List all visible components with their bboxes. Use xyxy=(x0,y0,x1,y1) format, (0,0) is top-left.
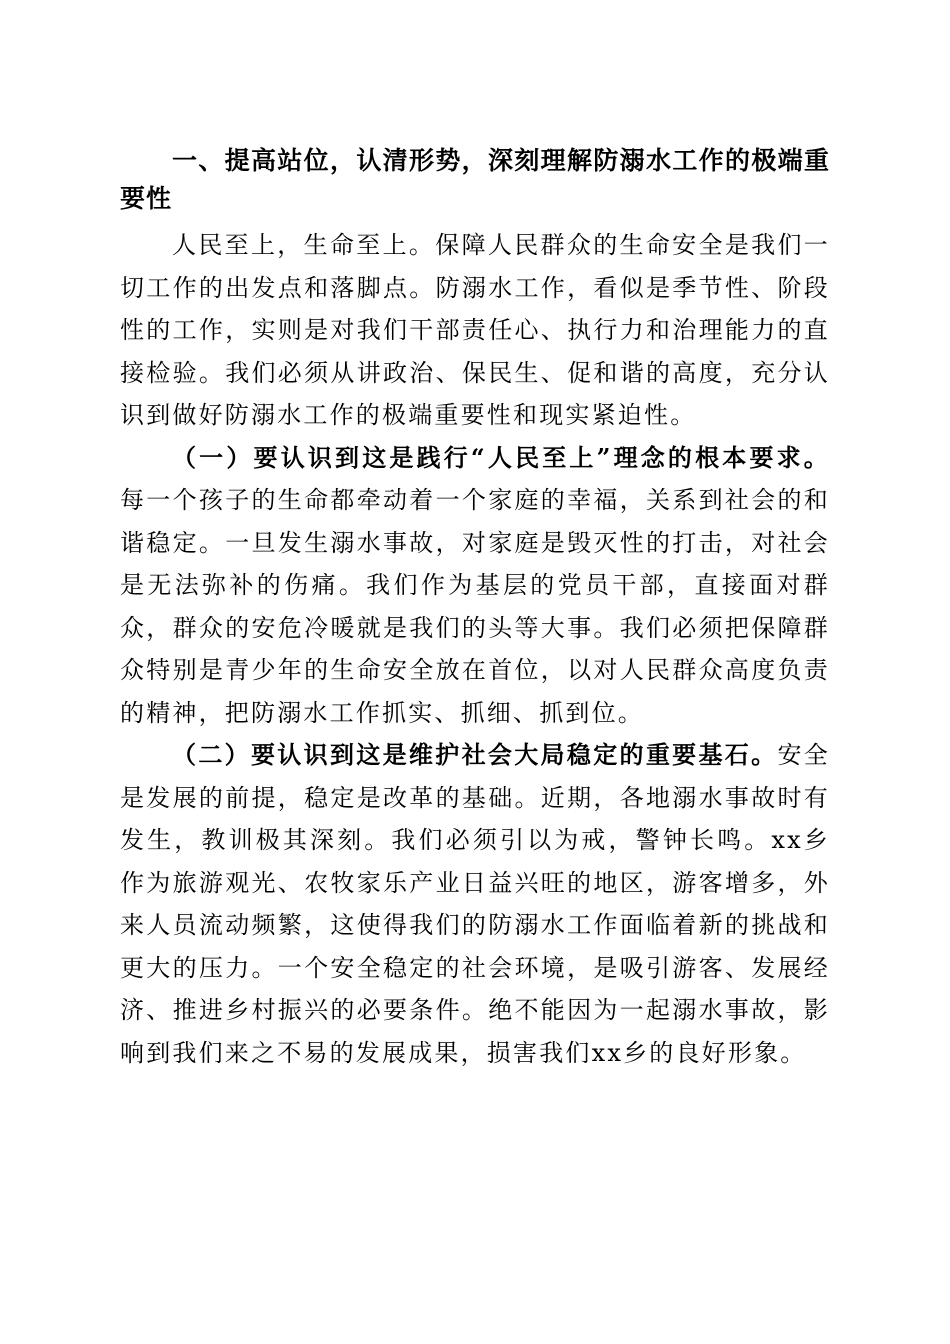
point-2-text: 安全是发展的前提，稳定是改革的基础。近期，各地溺水事故时有发生，教训极其深刻。我们必须引以为戒，警钟长鸣。xx乡作为旅游观光、农牧家乐产业日益兴旺的地区，游客增多，外来人员流动频繁，这使得我们的防溺水工作面临着新的挑战和更大的压力。一个安全稳定的社会环境，是吸引游客、发展经济、推进乡村振兴的必要条件。绝不能因为一起溺水事故，影响到我们来之不易的发展成果，损害我们xx乡的良好形象。 xyxy=(120,741,830,1067)
paragraph-intro xyxy=(120,224,830,437)
point-2-lead: （二）要认识到这是维护社会大局稳定的重要基石。 xyxy=(172,740,778,769)
paragraph-point-1 xyxy=(120,437,830,735)
section-heading: 一、提高站位，认清形势，深刻理解防溺水工作的极端重要性 xyxy=(120,146,830,213)
point-1-text: 每一个孩子的生命都牵动着一个家庭的幸福，关系到社会的和谐稳定。一旦发生溺水事故，对家庭是毁灭性的打击，对社会是无法弥补的伤痛。我们作为基层的党员干部，直接面对群众，群众的安危冷暖就是我们的头等大事。我们必须把保障群众特别是青少年的生命安全放在首位，以对人民群众高度负责的精神，把防溺水工作抓实、抓细、抓到位。 xyxy=(120,486,830,727)
paragraph-point-2 xyxy=(120,734,830,1074)
paragraph-intro-text: 人民至上，生命至上。保障人民群众的生命安全是我们一切工作的出发点和落脚点。防溺水工作，看似是季节性、阶段性的工作，实则是对我们干部责任心、执行力和治理能力的直接检验。我们必须从讲政治、保民生、促和谐的高度，充分认识到做好防溺水工作的极端重要性和现实紧迫性。 xyxy=(120,231,830,429)
point-1-lead: （一）要认识到这是践行“人民至上”理念的根本要求。 xyxy=(172,442,830,472)
document-page xyxy=(120,142,830,1074)
